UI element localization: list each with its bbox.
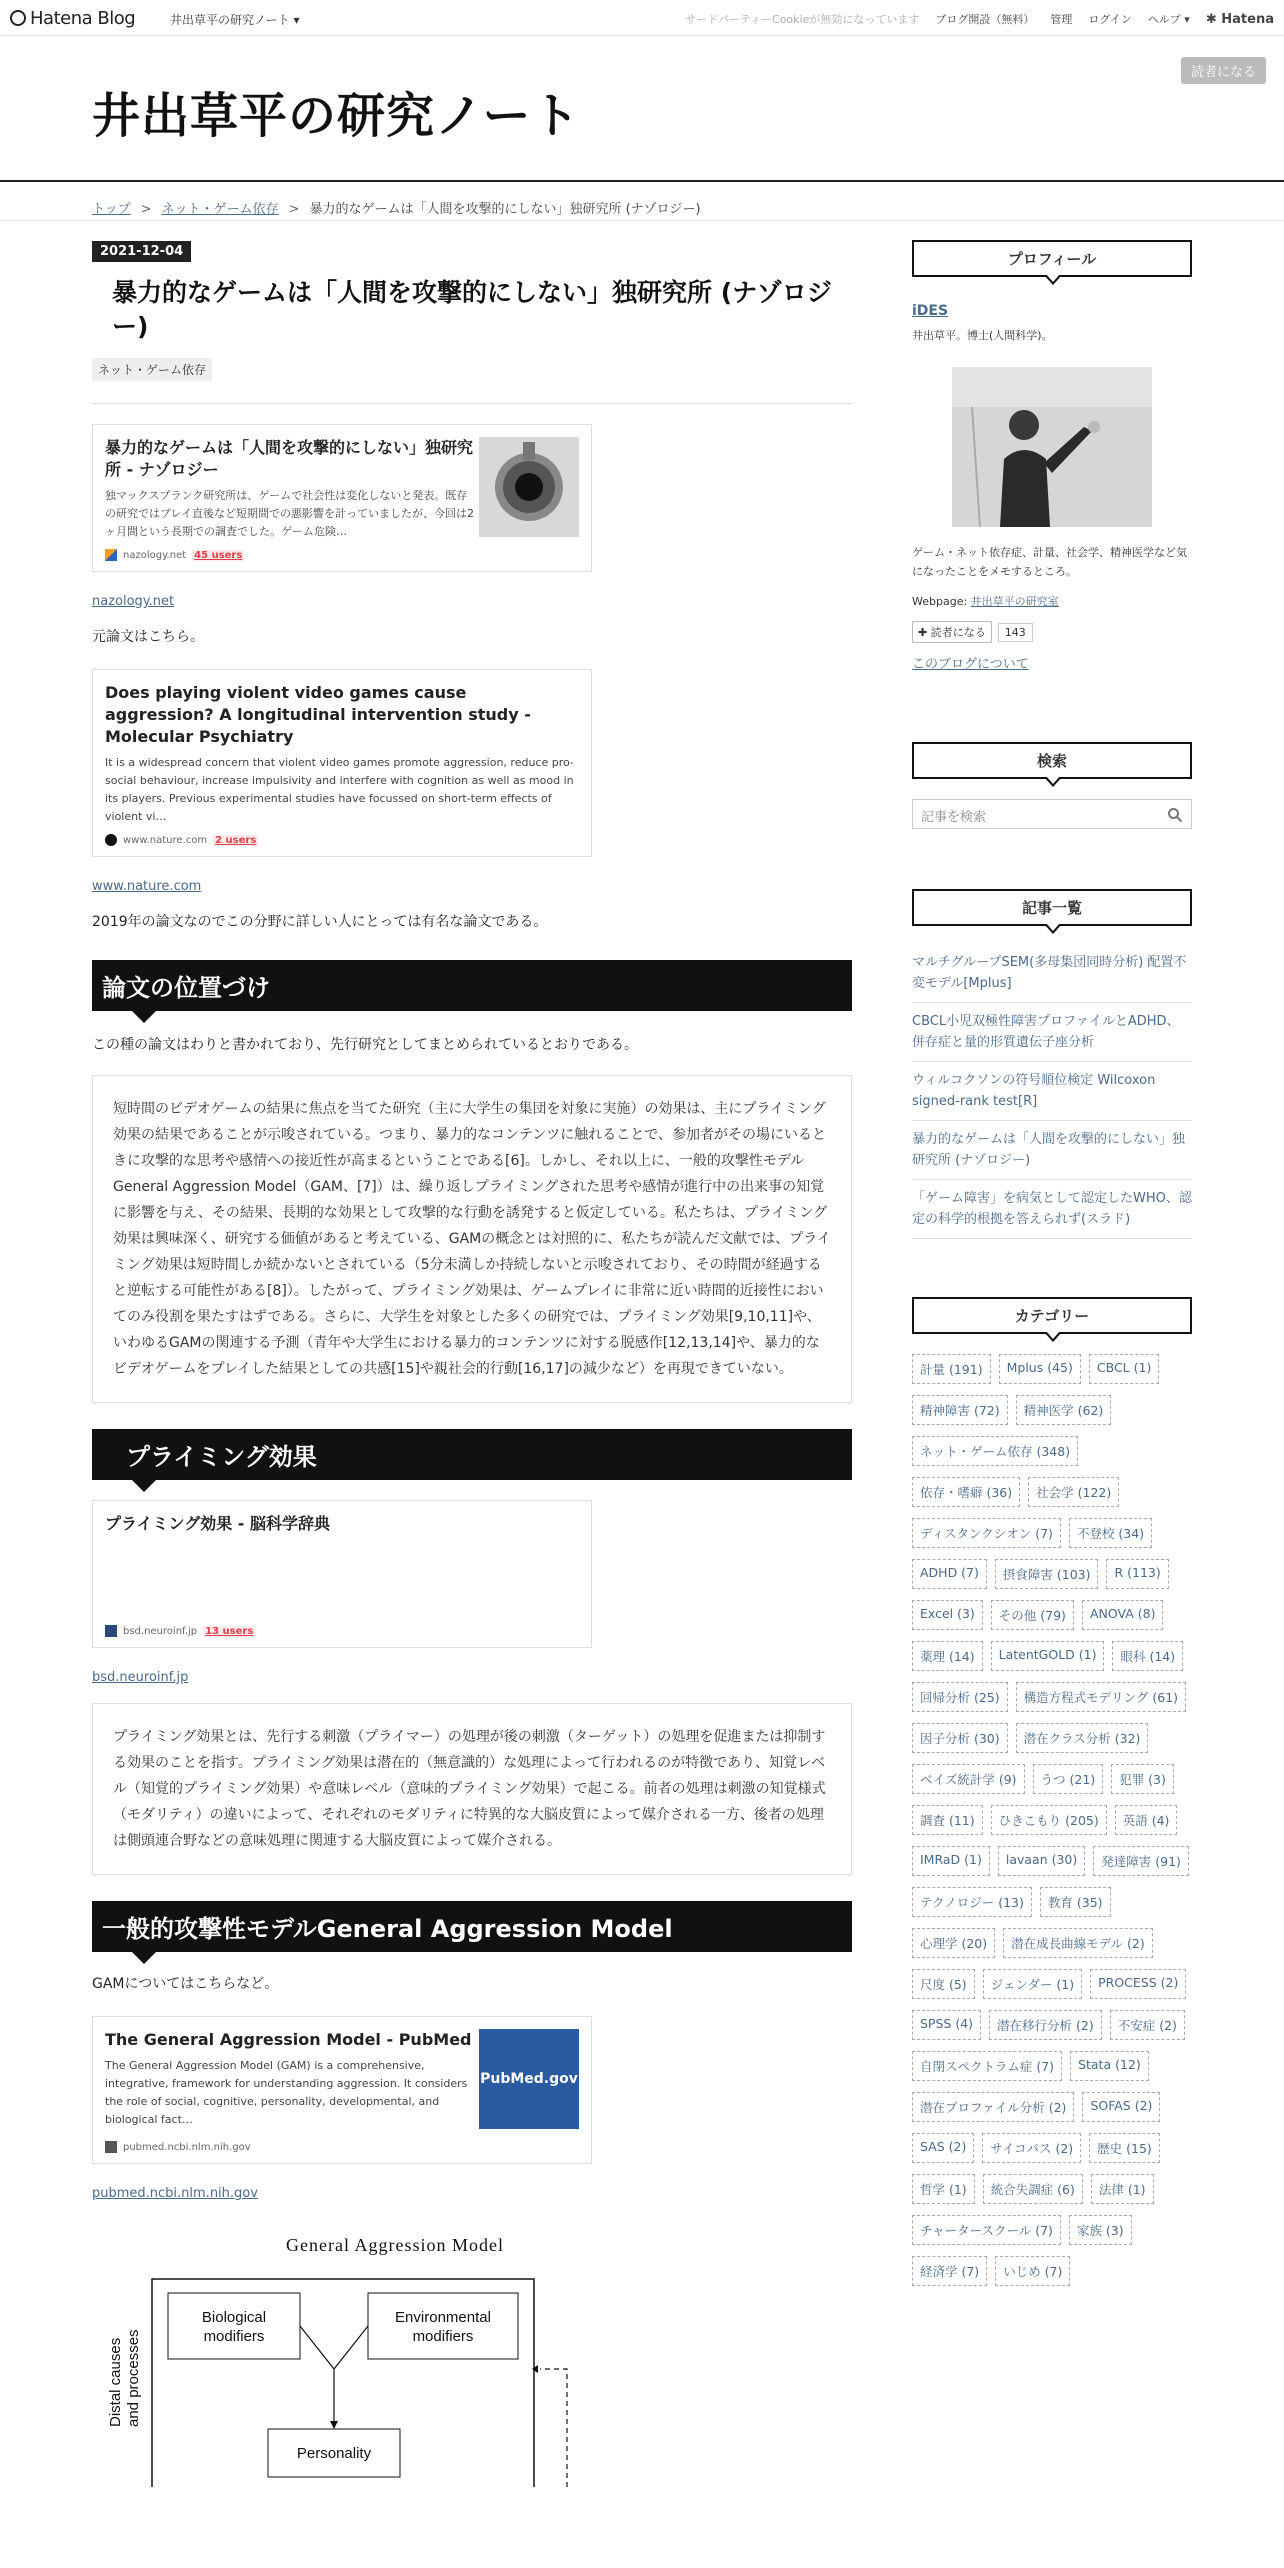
pubmed-logo-text: PubMed.gov bbox=[480, 2071, 578, 2087]
search-placeholder: 記事を検索 bbox=[921, 810, 987, 825]
source-link-nature[interactable]: www.nature.com bbox=[92, 879, 202, 894]
category-link[interactable]: ADHD (7) bbox=[912, 1559, 987, 1589]
embed-card-neuroinf[interactable] bbox=[92, 1500, 592, 1648]
category-link[interactable]: PROCESS (2) bbox=[1090, 1969, 1186, 1999]
section-heading bbox=[92, 960, 852, 1011]
paragraph: GAMについてはこちらなど。 bbox=[92, 1976, 279, 1992]
category-link[interactable]: SPSS (4) bbox=[912, 2010, 981, 2040]
profile-subtitle: 井出草平。博士(人間科学)。 bbox=[912, 329, 1053, 342]
neuroinf-favicon-icon bbox=[105, 1625, 117, 1637]
section-heading-text: プライミング効果 bbox=[126, 1443, 317, 1471]
category-link[interactable]: テクノロジー (13) bbox=[912, 1887, 1032, 1917]
nazology-favicon-icon bbox=[105, 549, 117, 561]
profile-name-link[interactable]: iDES bbox=[912, 303, 949, 319]
biological-box bbox=[168, 2293, 300, 2359]
subscribe-button[interactable]: 読者になる bbox=[1181, 57, 1266, 84]
card-title[interactable]: The General Aggression Model - PubMed bbox=[105, 2030, 472, 2049]
bookmark-users-badge[interactable]: 2 users bbox=[215, 834, 257, 846]
profile-photo[interactable] bbox=[952, 367, 1152, 527]
gun-thumbnail bbox=[479, 437, 579, 537]
hatena-link[interactable] bbox=[1206, 12, 1274, 27]
figure-title: General Aggression Model bbox=[286, 2235, 504, 2255]
category-link[interactable]: ネット・ゲーム依存 (348) bbox=[912, 1436, 1078, 1466]
category-link[interactable]: その他 (79) bbox=[991, 1600, 1074, 1630]
card-site: www.nature.com bbox=[123, 834, 208, 846]
category-link[interactable]: うつ (21) bbox=[1033, 1764, 1104, 1794]
article-category-tag[interactable]: ネット・ゲーム依存 bbox=[92, 358, 212, 381]
category-link[interactable]: 法律 (1) bbox=[1091, 2174, 1154, 2204]
search-icon[interactable] bbox=[1167, 807, 1183, 823]
embed-card-pubmed[interactable] bbox=[92, 2016, 592, 2164]
category-link[interactable]: 依存・嗜癖 (36) bbox=[912, 1477, 1020, 1507]
category-link[interactable]: 家族 (3) bbox=[1069, 2215, 1132, 2245]
category-link[interactable]: 計量 (191) bbox=[912, 1354, 991, 1384]
category-link[interactable]: サイコパス (2) bbox=[982, 2133, 1081, 2163]
breadcrumb-sep: > bbox=[140, 202, 152, 217]
hatena-blog-logo[interactable] bbox=[10, 8, 135, 29]
category-link[interactable]: 英語 (4) bbox=[1115, 1805, 1178, 1835]
figure-side-label-1: Distal causes bbox=[107, 2337, 124, 2427]
blog-name-menu[interactable]: 井出草平の研究ノート ▾ bbox=[170, 13, 300, 27]
hatena-logo-icon bbox=[10, 10, 26, 26]
hatena-star-icon: ✱ bbox=[1205, 11, 1217, 27]
card-footer bbox=[105, 834, 579, 846]
sidebar-subscribe-button[interactable]: ✚ 読者になる bbox=[912, 621, 992, 643]
section-heading-text: 論文の位置づけ bbox=[102, 974, 270, 1002]
category-link[interactable]: ベイズ統計学 (9) bbox=[912, 1764, 1025, 1794]
figure-side-label-2: and processes bbox=[125, 2329, 142, 2427]
category-link[interactable]: 発達障害 (91) bbox=[1093, 1846, 1189, 1876]
topbar-right-nav bbox=[685, 11, 1274, 27]
source-link-nazology[interactable]: nazology.net bbox=[92, 594, 175, 609]
article-title[interactable]: 暴力的なゲームは「人間を攻撃的にしない」独研究所 (ナゾロジー) bbox=[112, 278, 832, 341]
article bbox=[92, 240, 852, 2487]
connector-arrowhead bbox=[330, 2421, 338, 2429]
card-site: pubmed.ncbi.nlm.nih.gov bbox=[123, 2141, 251, 2153]
environmental-box bbox=[368, 2293, 518, 2359]
admin-link[interactable]: 管理 bbox=[1050, 13, 1073, 26]
blog-header bbox=[0, 37, 1284, 182]
category-link[interactable]: IMRaD (1) bbox=[912, 1846, 990, 1876]
category-link[interactable]: 潜在プロファイル分析 (2) bbox=[912, 2092, 1074, 2122]
paragraph: この種の論文はわりと書かれており、先行研究としてまとめられているとおりである。 bbox=[92, 1037, 638, 1053]
category-link[interactable]: 回帰分析 (25) bbox=[912, 1682, 1008, 1712]
card-title[interactable]: Does playing violent video games cause aggression? A longitudinal intervention study - Molecular Psychiatry bbox=[105, 683, 531, 746]
environmental-label-2: modifiers bbox=[412, 2328, 474, 2345]
category-link[interactable]: Excel (3) bbox=[912, 1600, 983, 1630]
section-heading-text: 一般的攻撃性モデルGeneral Aggression Model bbox=[102, 1915, 673, 1943]
bookmark-users-badge[interactable]: 13 users bbox=[205, 1625, 254, 1637]
pubmed-logo bbox=[479, 2029, 579, 2129]
search-heading: 検索 bbox=[912, 742, 1192, 779]
embed-card-nazology[interactable] bbox=[92, 424, 592, 572]
categories-heading: カテゴリー bbox=[912, 1297, 1192, 1334]
category-link[interactable]: 自閉スペクトラム症 (7) bbox=[912, 2051, 1062, 2081]
breadcrumb-category[interactable]: ネット・ゲーム依存 bbox=[161, 202, 279, 217]
recent-post-link[interactable]: マルチグループSEM(多母集団同時分析) 配置不変モデル[Mplus] bbox=[912, 944, 1192, 1003]
category-link[interactable]: ANOVA (8) bbox=[1082, 1600, 1164, 1630]
category-link[interactable]: 経済学 (7) bbox=[912, 2256, 987, 2286]
biological-label-2: modifiers bbox=[203, 2328, 265, 2345]
profile-description: ゲーム・ネット依存症、計量、社会学、精神医学など気になったことをメモするところ。 bbox=[912, 546, 1187, 578]
paragraph: 2019年の論文なのでこの分野に詳しい人にとっては有名な論文である。 bbox=[92, 914, 548, 930]
category-link[interactable]: LatentGOLD (1) bbox=[991, 1641, 1105, 1671]
category-link[interactable]: R (113) bbox=[1106, 1559, 1168, 1589]
category-link[interactable]: 社会学 (122) bbox=[1028, 1477, 1119, 1507]
category-link[interactable]: lavaan (30) bbox=[998, 1846, 1085, 1876]
category-link[interactable]: 尺度 (5) bbox=[912, 1969, 975, 1999]
card-description: It is a widespread concern that violent video games promote aggression, reduce pro-social behaviour, increase impulsivity and interfere with cognition as well as mood in its players. Previous experimental studies have focussed on short-term effects of violent vi… bbox=[105, 756, 574, 823]
category-link[interactable]: 摂食障害 (103) bbox=[995, 1559, 1099, 1589]
connector bbox=[300, 2326, 368, 2423]
source-link-neuroinf[interactable]: bsd.neuroinf.jp bbox=[92, 1670, 189, 1685]
category-link[interactable]: 哲学 (1) bbox=[912, 2174, 975, 2204]
gam-diagram bbox=[92, 2227, 852, 2487]
category-link[interactable]: 心理学 (20) bbox=[912, 1928, 995, 1958]
pubmed-favicon-icon bbox=[105, 2141, 117, 2153]
category-link[interactable]: CBCL (1) bbox=[1089, 1354, 1159, 1384]
recent-posts-heading: 記事一覧 bbox=[912, 889, 1192, 926]
section-heading bbox=[92, 1901, 852, 1952]
help-menu[interactable]: ヘルプ ▾ bbox=[1147, 13, 1190, 26]
category-link[interactable]: 不登校 (34) bbox=[1069, 1518, 1152, 1548]
category-link[interactable]: Mplus (45) bbox=[999, 1354, 1081, 1384]
card-title[interactable]: 暴力的なゲームは「人間を攻撃的にしない」独研究所 - ナゾロジー bbox=[105, 438, 474, 479]
blog-title[interactable]: 井出草平の研究ノート bbox=[92, 88, 581, 144]
category-link[interactable]: いじめ (7) bbox=[995, 2256, 1070, 2286]
subscribe-row bbox=[912, 621, 1192, 643]
card-site: nazology.net bbox=[123, 549, 187, 561]
blockquote: 短時間のビデオゲームの結果に焦点を当てた研究（主に大学生の集団を対象に実施）の効果は、主にプライミング効果の結果であることが示唆されている。つまり、暴力的なコンテンツに触れることで、参加者がその場にいるときに攻撃的な思考や感情への接近性が高まるということである[6]。しかし、それ以上に、一般的攻撃性モデルGeneral Aggression Model（GAM、[7]）は、繰り返しプライミングされた思考や感情が進行中の出来事の知覚に影響を与え、その結果、長期的な効果として攻撃的な行動を誘発すると仮定している。私たちは、プライミング効果は興味深く、研究する価値があると考えている、GAMの概念とは対照的に、私たちが読んだ文献では、プライミング効果は短時間しか続かないとされている（5分未満しか持続しないと示唆されており、その時間が経過すると逆転する可能性がある[8]）。したがって、プライミング効果は、ゲームプレイに非常に近い時間的近接性においてのみ役割を果たすはずである。さらに、大学生を対象とした多くの研究では、プライミング効果[9,10,11]や、いわゆるGAMの関連する予測（青年や大学生における暴力的コンテンツに対する脱感作[12,13,14]や、暴力的なビデオゲームをプレイした結果としての共感[15]や親社会的行動[16,17]の減少など）を再現できていない。 bbox=[92, 1075, 852, 1403]
category-link[interactable]: SOFAS (2) bbox=[1082, 2092, 1160, 2122]
hatena-text: Hatena bbox=[1221, 11, 1274, 27]
category-link[interactable]: 不安症 (2) bbox=[1110, 2010, 1185, 2040]
card-title[interactable]: プライミング効果 - 脳科学辞典 bbox=[105, 1514, 330, 1533]
category-link[interactable]: 精神障害 (72) bbox=[912, 1395, 1008, 1425]
category-link[interactable]: Stata (12) bbox=[1070, 2051, 1149, 2081]
cookie-notice: サードパーティーCookieが無効になっています bbox=[685, 13, 920, 26]
category-link[interactable]: 歴史 (15) bbox=[1089, 2133, 1160, 2163]
category-link[interactable]: 調査 (11) bbox=[912, 1805, 983, 1835]
sidebar bbox=[912, 240, 1192, 2286]
recent-post-link[interactable]: CBCL小児双極性障害プロファイルとADHD、併存症と量的形質遺伝子座分析 bbox=[912, 1003, 1192, 1062]
about-blog-link[interactable]: このブログについて bbox=[912, 657, 1029, 672]
card-footer bbox=[105, 549, 579, 561]
category-list bbox=[912, 1354, 1192, 2286]
breadcrumb-sep: > bbox=[288, 202, 300, 217]
category-link[interactable]: 精神医学 (62) bbox=[1016, 1395, 1112, 1425]
blockquote: プライミング効果とは、先行する刺激（プライマー）の処理が後の刺激（ターゲット）の処理を促進または抑制する効果のことを指す。プライミング効果は潜在的（無意識的）な処理によって行われるのが特徴であり、知覚レベル（知覚的プライミング効果）や意味レベル（意味的プライミング効果）で起こる。前者の処理は刺激の知覚様式（モダリティ）の違いによって、それぞれのモダリティに特異的な大脳皮質によって媒介される一方、後者の処理は側頭連合野などの意味処理に関連する大脳皮質によって媒介される。 bbox=[92, 1703, 852, 1875]
category-link[interactable]: 因子分析 (30) bbox=[912, 1723, 1008, 1753]
card-site: bsd.neuroinf.jp bbox=[123, 1625, 198, 1637]
breadcrumb bbox=[92, 198, 701, 217]
card-description: The General Aggression Model (GAM) is a comprehensive, integrative, framework for understanding aggression. It considers the role of social, cognitive, personality, developmental, and biological fact… bbox=[105, 2059, 468, 2126]
breadcrumb-top[interactable]: トップ bbox=[92, 202, 131, 217]
biological-label-1: Biological bbox=[201, 2309, 267, 2326]
category-link[interactable]: SAS (2) bbox=[912, 2133, 974, 2163]
recent-post-link[interactable]: ウィルコクソンの符号順位検定 Wilcoxon signed-rank test[R] bbox=[912, 1062, 1192, 1121]
category-link[interactable]: チャータースクール (7) bbox=[912, 2215, 1061, 2245]
category-link[interactable]: 統合失調症 (6) bbox=[983, 2174, 1083, 2204]
subscriber-count[interactable]: 143 bbox=[998, 623, 1033, 642]
section-heading bbox=[92, 1429, 852, 1480]
webpage-link[interactable]: 井出草平の研究室 bbox=[970, 595, 1059, 608]
breadcrumb-current: 暴力的なゲームは「人間を攻撃的にしない」独研究所 (ナゾロジー) bbox=[309, 202, 701, 217]
category-link[interactable]: ひきこもり (205) bbox=[991, 1805, 1107, 1835]
category-link[interactable]: 薬理 (14) bbox=[912, 1641, 983, 1671]
hatena-topbar bbox=[0, 0, 1284, 36]
web-label: Webpage: bbox=[912, 595, 971, 608]
divider bbox=[92, 403, 852, 404]
profile-webpage bbox=[912, 593, 1192, 609]
divider bbox=[0, 220, 1284, 221]
card-footer bbox=[105, 2141, 251, 2153]
category-link[interactable]: ディスタンクシオン (7) bbox=[912, 1518, 1061, 1548]
recent-posts-list bbox=[912, 944, 1192, 1239]
environmental-label-1: Environmental bbox=[395, 2309, 491, 2326]
open-blog-link[interactable]: ブログ開設（無料） bbox=[935, 13, 1035, 26]
personality-label: Personality bbox=[296, 2445, 372, 2462]
article-date[interactable]: 2021-12-04 bbox=[92, 241, 191, 262]
card-footer bbox=[105, 1625, 255, 1637]
category-link[interactable]: 教育 (35) bbox=[1040, 1887, 1111, 1917]
category-link[interactable]: 潜在移行分析 (2) bbox=[989, 2010, 1102, 2040]
category-link[interactable]: 犯罪 (3) bbox=[1111, 1764, 1174, 1794]
card-description: 独マックスプランク研究所は、ゲームで社会性は変化しないと発表。既存の研究ではプレイ直後など短期間での悪影響を計っていましたが、今回は2ヶ月間という長期での調査でした。ゲーム危険… bbox=[105, 489, 475, 538]
paragraph: 元論文はこちら。 bbox=[92, 629, 204, 645]
source-link-pubmed[interactable]: pubmed.ncbi.nlm.nih.gov bbox=[92, 2186, 258, 2201]
nature-favicon-icon bbox=[105, 834, 117, 846]
profile-heading: プロフィール bbox=[912, 240, 1192, 277]
category-link[interactable]: ジェンダー (1) bbox=[983, 1969, 1082, 1999]
search-input[interactable] bbox=[912, 799, 1192, 829]
category-link[interactable]: 構造方程式モデリング (61) bbox=[1016, 1682, 1186, 1712]
category-link[interactable]: 眼科 (14) bbox=[1112, 1641, 1183, 1671]
feedback-dashed-line bbox=[540, 2369, 567, 2487]
recent-post-link[interactable]: 暴力的なゲームは「人間を攻撃的にしない」独研究所 (ナゾロジー) bbox=[912, 1121, 1192, 1180]
recent-post-link[interactable]: 「ゲーム障害」を病気として認定したWHO、認定の科学的根拠を答えられず(スラド) bbox=[912, 1180, 1192, 1239]
category-link[interactable]: 潜在成長曲線モデル (2) bbox=[1003, 1928, 1153, 1958]
category-link[interactable]: 潜在クラス分析 (32) bbox=[1016, 1723, 1149, 1753]
gam-diagram-svg bbox=[92, 2227, 852, 2487]
embed-card-nature[interactable] bbox=[92, 669, 592, 857]
login-link[interactable]: ログイン bbox=[1088, 13, 1132, 26]
feedback-arrowhead bbox=[532, 2365, 538, 2373]
bookmark-users-badge[interactable]: 45 users bbox=[194, 549, 243, 561]
logo-text: Hatena Blog bbox=[30, 8, 136, 29]
